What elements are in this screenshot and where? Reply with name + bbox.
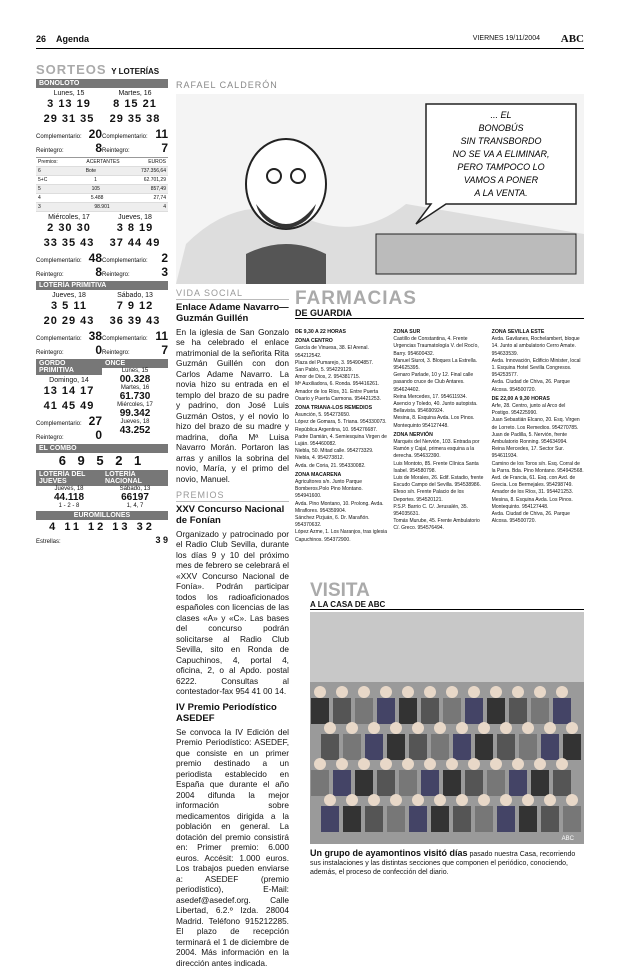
farmacia-entry: Tomás Murube, 45. Frente Ambulatorio C/. Greco. 954576494.: [393, 518, 485, 532]
reintegro: Reintegro: 8: [36, 141, 102, 155]
page-number: 26: [36, 34, 46, 44]
farmacias-subtitle: DE GUARDIA: [295, 308, 584, 319]
premios-kicker: PREMIOS: [176, 490, 289, 502]
page-header: [36, 34, 584, 49]
draw-numbers: 3 8 19 37 44 49: [102, 221, 168, 251]
farmacia-entry: ZONA TRIANA-LOS REMEDIOS: [295, 405, 387, 412]
draw-numbers: 3 13 19 29 31 35: [36, 97, 102, 127]
jueves-header: LOTERÍA DEL JUEVES: [36, 470, 102, 486]
gordo-header: GORDO PRIMITIVA: [36, 359, 102, 375]
farmacia-entry: Amador de los Ríos, 31. Entre Puerta Osario y Puerta Carmona. 954421253.: [295, 389, 387, 403]
brand-logo: ABC: [561, 33, 584, 45]
farmacia-entry: Agricultores s/n. Junto Parque Bomberos.Polo Pino Montano. 954941600.: [295, 479, 387, 501]
visita-subtitle: A LA CASA DE ABC: [310, 600, 584, 610]
bonoloto-grid-1: [36, 88, 168, 155]
farmacia-entry: Avda. Gavilanes, Rochelambert, bloque 14. Junto al ambulatorio Cerro Amate. 954633539.: [492, 336, 584, 358]
editorial-cartoon: [176, 94, 584, 284]
farmacia-entry: Avda. Innovación, Edificio Minister, local 1. Esquina Hotel Sevilla Congresos. 954253577.: [492, 358, 584, 380]
farmacia-entry: Reina Mercedes, 17. Sector Sur. 954611934.: [492, 446, 584, 460]
reintegro: Reintegro: 8: [36, 265, 102, 279]
speech-line: A LA VENTA.: [473, 188, 527, 198]
farmacia-entry: República Argentina, 10. 954276687.: [295, 427, 387, 434]
complementario: Complementario: 48: [36, 251, 102, 265]
farmacia-entry: Amador de los Ríos, 31. 954421253.: [492, 489, 584, 496]
photo-caption: Un grupo de ayamontinos visitó días pasado nuestra Casa, recorriendo sus instalaciones y las distintas secciones que componen el periódico, conociendo, además, el proceso de confección del diario.: [310, 849, 584, 877]
farmacia-entry: Avda. Pino Montano, 10. Prolong. Avda. Miraflores. 954359904.: [295, 501, 387, 515]
section-name: Agenda: [56, 34, 89, 44]
prize-table: [36, 157, 168, 212]
farmacia-entry: Manuel Siurot, 3. Bloques La Estrella. 954625395.: [393, 358, 485, 372]
farmacia-entry: Castillo de Constantina, 4. Frente Urgencias Traumatología V. del Rocío, Barry. 954600432.: [393, 336, 485, 358]
table-row: Premios: ACERTANTES EUROS: [36, 158, 168, 167]
primitiva-header: LOTERÍA PRIMITIVA: [36, 281, 168, 290]
farmacia-entry: San Pablo, 5. 954229129.: [295, 367, 387, 374]
sabado-result: Sábado, 13 66197 1, 4, 7: [102, 486, 168, 509]
farmacia-entry: Marqués del Nervión, 103. Entrada por Ramón y Cajal, primera esquina a la derecha. 954632390.: [393, 439, 485, 461]
farmacia-entry: Mesina, 8. Esquina Avda. Los Pinos. Montequinto. 954127448.: [492, 497, 584, 511]
draw-day: Domingo, 14: [36, 377, 102, 384]
draw-day: Jueves, 18: [102, 214, 168, 221]
euromillones-header: EUROMILLONES: [36, 511, 168, 520]
farmacia-entry: López de Gomara, 5. Triana. 954330073.: [295, 419, 387, 426]
complementario: Complementario: 11: [102, 329, 168, 343]
photo-credit: ABC: [562, 836, 575, 842]
complementario: Complementario: 38: [36, 329, 102, 343]
farmacia-entry: García de Vinuesa, 38. El Arenal. 954212542.: [295, 345, 387, 359]
reintegro: Reintegro: 0: [36, 343, 102, 357]
farmacia-entry: Juan Sebastián Elcano, 20. Esq. Virgen de Lorreto. Los Remedios. 954270785.: [492, 417, 584, 431]
once-header: ONCE: [102, 359, 168, 368]
issue-date: VIERNES 19/11/2004: [473, 35, 540, 42]
draw-day: Martes, 16: [102, 90, 168, 97]
draw-numbers: 3 5 11 20 29 43: [36, 299, 102, 329]
combo-numbers: 6 9 5 2 1: [36, 453, 168, 468]
social-kicker: VIDA SOCIAL: [176, 288, 289, 300]
once-result: Lunes, 15 00.328: [102, 368, 168, 385]
draw-day: Jueves, 18: [36, 292, 102, 299]
table-row: 5 105 857,49: [36, 185, 168, 194]
table-row: 3 98.901 4: [36, 203, 168, 212]
draw-day: Miércoles, 17: [36, 214, 102, 221]
nacional-header: LOTERÍA NACIONAL: [102, 470, 168, 486]
speech-line: VAMOS A PONER: [464, 175, 539, 185]
farmacia-entry: Niebla, 4. 954273812.: [295, 455, 387, 462]
speech-line: NO SE VA A ELIMINAR,: [452, 149, 549, 159]
complementario: Complementario: 2: [102, 251, 168, 265]
farmacia-entry: Arfe, 28. Centro, junto al Arco del Postigo. 954225990.: [492, 403, 584, 417]
gordo-once-grid: [36, 357, 168, 442]
speech-line: BONOBÚS: [478, 123, 523, 133]
table-row: 5+C 1 62.701,29: [36, 176, 168, 185]
lottery-title: SORTEOS Y LOTERÍAS: [36, 62, 168, 77]
farmacia-entry: Sánchez Pizjuán, 6. Dr. Marañón. 954370632.: [295, 515, 387, 529]
farmacias-title: FARMACIAS: [295, 290, 584, 308]
farmacia-entry: Mª Auxiliadora, 6. Ronda. 954416261.: [295, 381, 387, 388]
draw-numbers: 8 15 21 29 35 38: [102, 97, 168, 127]
draw-day: Sábado, 13: [102, 292, 168, 299]
cartoon-author: RAFAEL CALDERÓN: [176, 80, 278, 90]
nacional-grid: [36, 468, 168, 509]
farmacias-section: [295, 290, 584, 544]
visita-title: VISITA: [310, 582, 584, 600]
farmacia-entry: ZONA MACARENA: [295, 472, 387, 479]
farmacia-entry: DE 9,30 A 22 HORAS: [295, 329, 387, 336]
farmacias-col-2: [393, 327, 485, 544]
farmacia-entry: Avda. Ciudad de Chiva, 26. Parque Alcosa. 954500720.: [492, 511, 584, 525]
complementario: Complementario: 20: [36, 127, 102, 141]
premios-body-1: Organizado y patrocinado por el Radio Club Sevilla, durante los días 9 y 10 del próximo mes de febrero se celebrará el «XXV Concurso Nacional de Fonía». Podrán participar todos los radioaficionados españoles con licencias de las clases «A» y «C». Las bases del concurso podrán solicitarse al Radio Club Sevilla, sito en Ronda de Capuchinos, 4, portal 4, oficina, 2, o al Apdo. postal 6222. Consultas al contestador-fax 954 41 00 14.: [176, 529, 289, 697]
draw-numbers: 7 9 12 36 39 43: [102, 299, 168, 329]
euromillones-stars: Estrellas: 3 9: [36, 535, 168, 545]
farmacia-entry: Avda. Ciudad de Chiva, 26. Parque Alcosa. 954500720.: [492, 379, 584, 393]
farmacia-entry: López Azme, 1. Los Naranjos, tras iglesia Capuchinos. 954372900.: [295, 529, 387, 543]
farmacia-entry: Asencio y Toledo, 40. Junto autopista. Bellavista. 954690924.: [393, 401, 485, 415]
social-body: En la iglesia de San Gonzalo se ha celebrado el enlace matrimonial de la señorita Rita Guzmán Guillén con don Carlos Adame Navarro. La novia hizo su entrada en el templo del brazo de su padre y padrino, don José Luis Guzmán Ostos, y el novio lo hizo del brazo de su madre y madrina, doña Mª Luisa Navarro Morán. Portaron las arras y anillos la sobrina del novio, María, y el primo del novio, Manuel.: [176, 327, 289, 485]
speech-line: SIN TRANSBORDO: [460, 136, 541, 146]
table-row: 6 Bote 737.356,64: [36, 167, 168, 176]
farmacia-entry: Mesina, 8. Esquina Avda. Los Pinos. Montequinto 954127448.: [393, 415, 485, 429]
farmacias-col-3: [492, 327, 584, 544]
farmacia-entry: Asunción, 5. 954273650.: [295, 412, 387, 419]
farmacias-columns: [295, 327, 584, 544]
farmacia-entry: ZONA SEVILLA ESTE: [492, 329, 584, 336]
primitiva-grid: [36, 290, 168, 357]
farmacia-entry: Luis Montoto, 85. Frente Clínica Santa Isabel. 954580798.: [393, 461, 485, 475]
farmacia-entry: Avda. de Coria, 21. 954330082.: [295, 463, 387, 470]
table-row: 4 5.488 27,74: [36, 194, 168, 203]
farmacia-entry: Camino de los Toros s/n. Esq. Corral de la Parra. Bda. Pino Montano. 954942568.: [492, 461, 584, 475]
bonoloto-grid-2: [36, 212, 168, 279]
premios-body-2: Se convoca la IV Edición del Premio Periodístico: ASEDEF, que consiste en un primer premio destinado a un periodista establecido en España que durante el año 2004 difunda la mejor información sobre medicamentos dirigida a la población en general. La dotación del premio consistirá en: Primer premio: 6.000 euros. Accésit: 1.000 euros. Los trabajos pueden enviarse a: ASEDEF (premio periodístico), E-Mail: asedef@asedef.org. Calle Libertad, 6.2.º Izda. 28004 Madrid. Teléfono 915212285. El plazo de recepción terminará el 1 de diciembre de 2004. Más información en la dirección antes indicada.: [176, 727, 289, 968]
farmacia-entry: Juan de Padilla, 5. Nervión, frente Ambulatorio Ronning. 954634994.: [492, 432, 584, 446]
bonoloto-header: BONOLOTO: [36, 79, 168, 88]
speech-line: PERO TAMPOCO LO: [457, 162, 544, 172]
farmacia-entry: Niebla, 50. Mitad calle. 954273329.: [295, 448, 387, 455]
reintegro: Reintegro: 7: [102, 343, 168, 357]
farmacia-entry: ZONA NERVIÓN: [393, 432, 485, 439]
farmacia-entry: ZONA SUR: [393, 329, 485, 336]
farmacia-entry: Amor de Dios, 2. 954381715.: [295, 374, 387, 381]
farmacia-entry: Avd. de Francia, 61. Esq. con Avd. de Grecia. Los Bermejales. 954298749.: [492, 475, 584, 489]
draw-day: Lunes, 15: [36, 90, 102, 97]
center-column: [176, 288, 289, 968]
farmacia-entry: Plaza del Pumarejo, 3. 954904857.: [295, 360, 387, 367]
social-title: Enlace Adame Navarro—Guzmán Guillén: [176, 302, 289, 324]
group-photo-art: [310, 612, 584, 844]
premios-title-2: IV Premio Periodístico ASEDEF: [176, 702, 289, 724]
once-result: Martes, 16 61.730: [102, 385, 168, 402]
group-photo: [310, 612, 584, 844]
jueves-result: Jueves, 18 44.118 1 - 2 - 8: [36, 486, 102, 509]
farmacia-entry: Reina Mercedes, 17. 954611934.: [393, 394, 485, 401]
farmacia-entry: DE 22,00 A 9,30 HORAS: [492, 396, 584, 403]
combo-header: EL COMBO: [36, 444, 168, 453]
farmacia-entry: Padre Damián, 4. Semiesquina Virgen de Luján. 954460082.: [295, 434, 387, 448]
visita-section: [310, 582, 584, 877]
draw-numbers: 2 30 30 33 35 43: [36, 221, 102, 251]
speech-line: ... EL: [490, 110, 511, 120]
farmacia-entry: Genaro Parlade, 10 y 12. Final calle pasando cruce de Club Antares. 954624402.: [393, 372, 485, 394]
draw-numbers: 13 14 17 41 45 49: [36, 384, 102, 414]
farmacia-entry: ZONA CENTRO: [295, 338, 387, 345]
premios-title-1: XXV Concurso Nacional de Fonían: [176, 504, 289, 526]
complementario: Complementario: 11: [102, 127, 168, 141]
once-result: Jueves, 18 43.252: [102, 419, 168, 436]
farmacias-col-1: [295, 327, 387, 544]
euromillones-numbers: 4 11 12 13 32: [36, 520, 168, 535]
farmacia-entry: Efeso s/n. Frente Palacio de los Deportes. 954520121.: [393, 489, 485, 503]
farmacia-entry: Luis de Morales, 26. Edif. Estadio, frente Escudo Campo del Sevilla. 954538986.: [393, 475, 485, 489]
reintegro: Reintegro: 3: [102, 265, 168, 279]
reintegro: Reintegro: 7: [102, 141, 168, 155]
once-result: Miércoles, 17 99.342: [102, 402, 168, 419]
reintegro: Reintegro: 0: [36, 428, 102, 442]
complementario: Complementario: 27: [36, 414, 102, 428]
lottery-column: [36, 62, 168, 545]
farmacia-entry: P.S.P. Barrio C. C/. Jerusalén, 35. 954035631.: [393, 504, 485, 518]
